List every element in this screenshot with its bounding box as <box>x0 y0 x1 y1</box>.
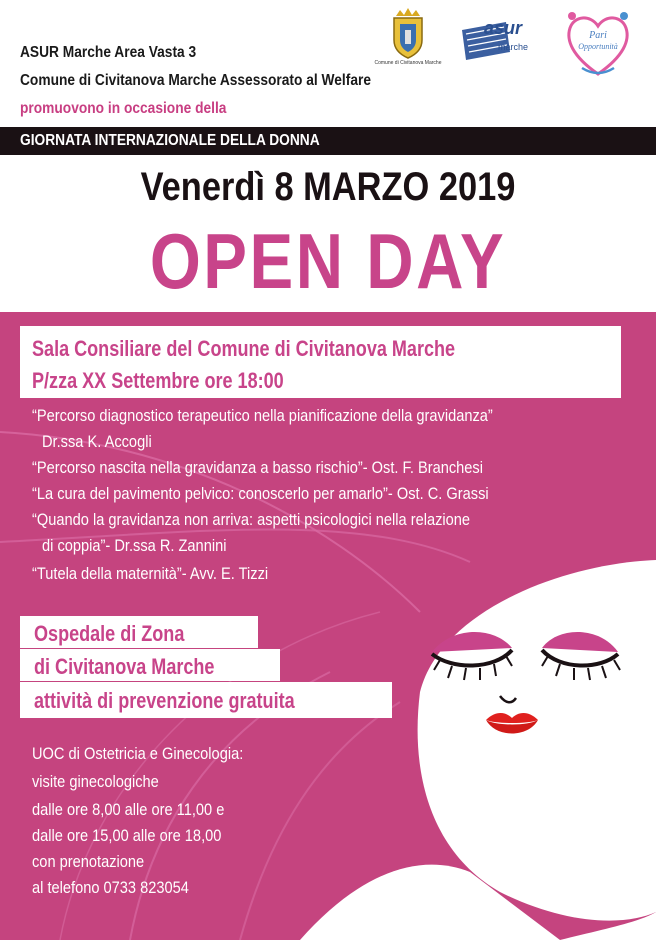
asur-sub: marche <box>498 42 529 52</box>
promoter-comune: Comune di Civitanova Marche Assessorato al Welfare <box>20 72 372 89</box>
asur-logo <box>458 18 536 66</box>
detail-booking: con prenotazione <box>32 852 145 871</box>
detail-department: UOC di Ostetricia e Ginecologia: <box>32 744 244 763</box>
event-title: OPEN DAY <box>149 217 507 305</box>
talk-4: “Quando la gravidanza non arriva: aspetti psicologici nella relazione <box>32 510 471 529</box>
talk-4-speaker: di coppia”- Dr.ssa R. Zannini <box>42 536 227 555</box>
detail-morning-hours: dalle ore 8,00 alle ore 11,00 e <box>32 800 225 819</box>
talk-1-speaker: Dr.ssa K. Accogli <box>42 432 152 451</box>
event-band <box>0 127 656 155</box>
promoter-asur: ASUR Marche Area Vasta 3 <box>20 44 197 61</box>
venue2-activity: attività di prevenzione gratuita <box>34 688 295 713</box>
venue1-address: P/zza XX Settembre ore 18:00 <box>32 368 284 393</box>
comune-logo <box>374 6 442 66</box>
comune-caption: Comune di Civitanova Marche <box>374 60 442 66</box>
talk-2: “Percorso nascita nella gravidanza a basso rischio”- Ost. F. Branchesi <box>32 458 483 477</box>
talk-3: “La cura del pavimento pelvico: conoscerlo per amarlo”- Ost. C. Grassi <box>32 484 489 503</box>
pari-line1: Pari <box>589 30 607 41</box>
talk-1: “Percorso diagnostico terapeutico nella pianificazione della gravidanza” <box>32 406 493 425</box>
detail-visits: visite ginecologiche <box>32 772 159 791</box>
event-name: GIORNATA INTERNAZIONALE DELLA DONNA <box>20 132 320 149</box>
detail-afternoon-hours: dalle ore 15,00 alle ore 18,00 <box>32 826 222 845</box>
talk-5: “Tutela della maternità”- Avv. E. Tizzi <box>32 564 269 583</box>
coat-of-arms-icon <box>380 6 436 66</box>
venue2-city: di Civitanova Marche <box>34 654 215 679</box>
promoter-occasion: promuovono in occasione della <box>20 100 227 117</box>
asur-wordmark: asur <box>484 18 523 38</box>
event-date: Venerdì 8 MARZO 2019 <box>140 165 516 209</box>
pari-opportunita-logo <box>562 8 634 80</box>
pari-line2: Opportunità <box>578 42 618 51</box>
detail-phone: al telefono 0733 823054 <box>32 878 189 897</box>
venue2-name: Ospedale di Zona <box>34 621 185 646</box>
venue1-name: Sala Consiliare del Comune di Civitanova Marche <box>32 336 456 361</box>
